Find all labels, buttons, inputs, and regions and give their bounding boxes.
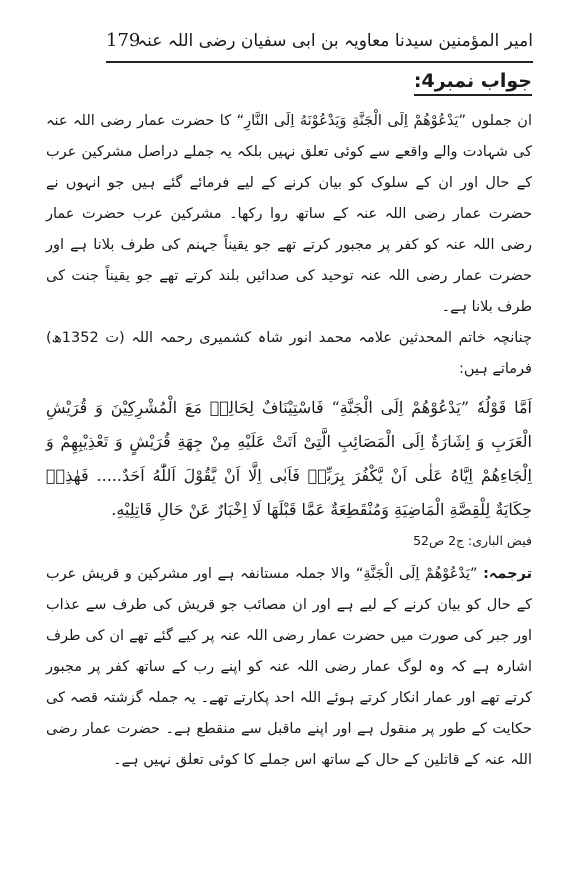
source-reference: فیض الباری: ج2 ص52 (413, 533, 532, 548)
translation-label: ترجمہ: (483, 566, 533, 582)
translation-paragraph (46, 559, 532, 776)
section-heading: جواب نمبر4: (414, 70, 532, 96)
arabic-quotation: اَمَّا قَوْلُهٗ ”یَدْعُوْھُمْ اِلَی الْجَنَّةِ“ فَاسْتِیْنَافٌ لِحَالِهٖ مَعَ الْمُشْرِکِیْنَ وَ قُرَیْشِ الْعَرَبِ وَ اِشَارَةٌ اِلَی الْمَصَائِبِ الَّتِیْ اَتَتْ عَلَیْهِ مِنْ جِهَةِ قُرَیْشٍ وَ تَعْذِیْبِهِمْ وَ اِلْجَاءِھُمْ اِیَّاهُ عَلٰی اَنْ یَّکْفُرَ بِرَبِّهٖ فَاَبٰی اِلَّا اَنْ یَّقُوْلَ اَللّٰهُ اَحَدٌ..... فَهٰذِهٖ حِکَایَةٌ لِلْقِصَّةِ الْمَاضِیَةِ وَمُنْقَطِعَةٌ عَمَّا قَبْلَهَا لَا اِخْبَارٌ عَنْ حَالِ قَاتِلِیْهِ. (46, 398, 532, 519)
page-header (60, 28, 533, 60)
translation-text: ”یَدْعُوْھُمْ اِلَی الْجَنَّةِ“ والا جملہ مستانفہ ہے اور مشرکین و قریش عرب کے حال کو بیان کرنے کے لیے ہے اور ان مصائب جو قریش کی طرف سے عذاب اور جبر کی صورت میں حضرت عمار رضی اللہ عنہ پر کیے گئے تھے ان کی طرف اشارہ ہے کہ وہ لوگ عمار رضی اللہ عنہ کو اپنے رب کے ساتھ کفر پر مجبور کرتے تھے اور عمار انکار کرتے ہوئے اللہ احد پکارتے تھے۔ یہ جملہ گزشتہ قصہ کی حکایت کے طور پر منقول ہے اور اپنے ماقبل سے منقطع ہے۔ حضرت عمار رضی اللہ عنہ کے قاتلین کے حال کے ساتھ اس جملے کا کوئی تعلق نہیں ہے۔ (46, 566, 532, 768)
page-number: 179 (106, 30, 141, 51)
header-divider (106, 61, 533, 63)
citation-intro: چنانچہ خاتم المحدثین علامہ محمد انور شاہ کشمیری رحمہ اللہ (ت 1352ھ) فرماتے ہیں: (46, 330, 532, 377)
explanation-paragraph: ان جملوں ”یَدْعُوْھُمْ اِلَی الْجَنَّةِ وَیَدْعُوْنَهُ اِلَی النَّارِ“ کا حضرت عمار رضی اللہ عنہ کی شہادت والے واقعے سے کوئی تعلق نہیں بلکہ یہ جملے دراصل مشرکین عرب کے حال اور ان کے سلوک کو بیان کرنے کے لیے فرمائے گئے ہیں جو انہوں نے حضرت عمار رضی اللہ عنہ کے ساتھ روا رکھا۔ مشرکین عرب حضرت عمار رضی اللہ عنہ کو کفر پر مجبور کرتے تھے جو یقیناً جہنم کی طرف بلانا ہے اور حضرت عمار رضی اللہ عنہ توحید کی صدائیں بلند کرتے تھے جو یقیناً جنت کی طرف بلانا ہے۔ (46, 113, 532, 315)
running-title: امیر المؤمنین سیدنا معاویہ بن ابی سفیان رضی اللہ عنہ (137, 31, 533, 51)
page-content (46, 70, 532, 776)
